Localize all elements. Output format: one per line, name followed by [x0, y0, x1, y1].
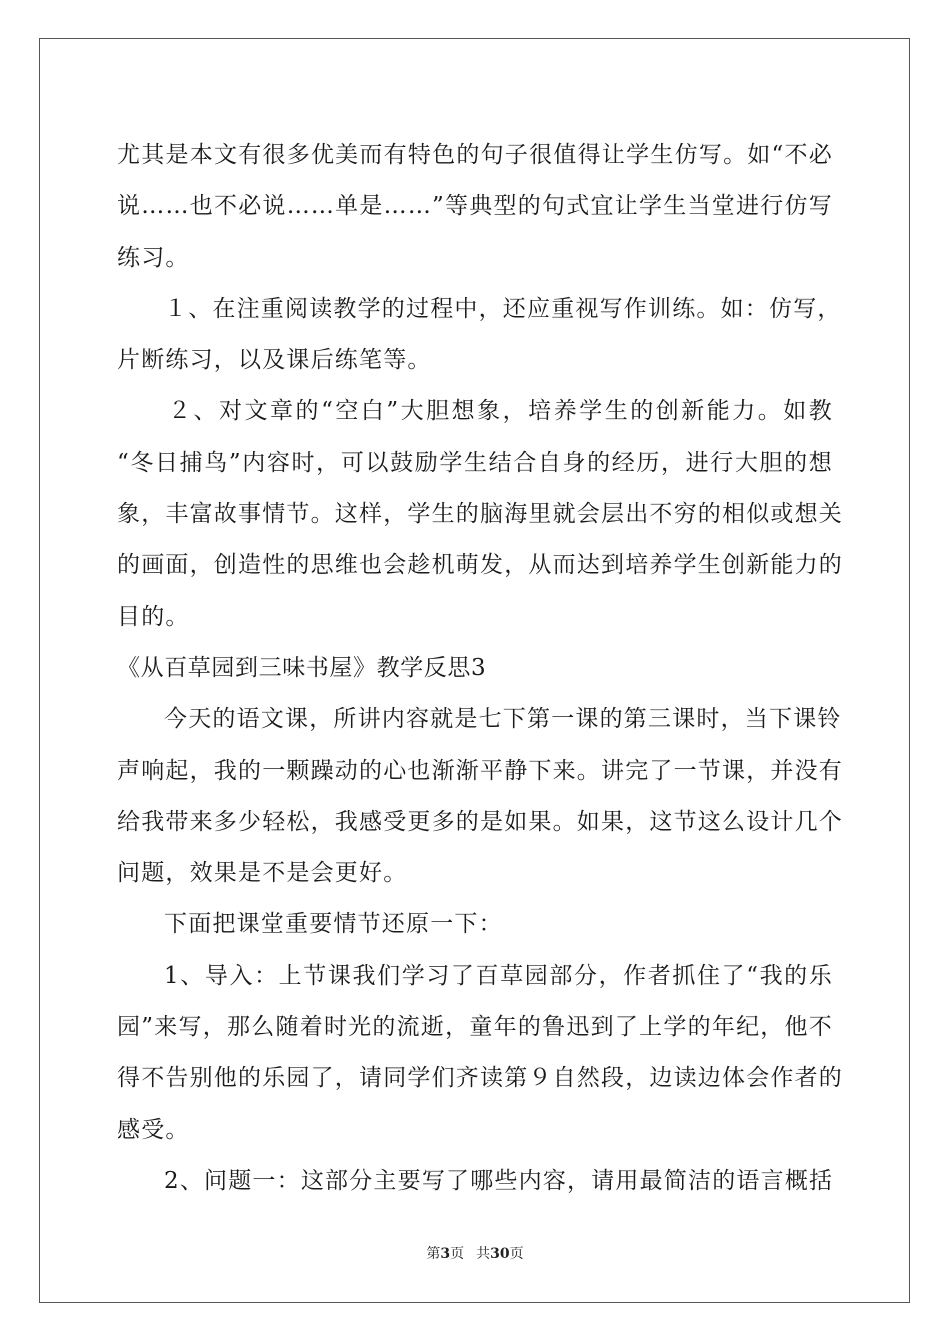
text-line: 园”来写，那么随着时光的流逝，童年的鲁迅到了上学的年纪，他不	[117, 1014, 833, 1041]
text-line: “冬日捕鸟”内容时，可以鼓励学生结合自身的经历，进行大胆的想	[117, 449, 833, 476]
text-line: 尤其是本文有很多优美而有特色的句子很值得让学生仿写。如“不必	[117, 142, 833, 168]
text-line: 说……也不必说……单是……”等典型的句式宜让学生当堂进行仿写	[117, 193, 833, 220]
page-suffix: 页	[450, 1246, 465, 1262]
total-pages: 30	[490, 1246, 510, 1262]
section-heading: 《从百草园到三味书屋》教学反思3	[117, 654, 487, 681]
total-suffix: 页	[509, 1246, 524, 1262]
text-line: 练习。	[117, 244, 190, 271]
text-line: 今天的语文课，所讲内容就是七下第一课的第三课时，当下课铃	[164, 706, 842, 733]
text-line: 2、问题一：这部分主要写了哪些内容，请用最简洁的语言概括	[164, 1167, 834, 1194]
text-line: 下面把课堂重要情节还原一下：	[164, 911, 503, 938]
page-prefix: 第	[426, 1246, 441, 1262]
page-footer	[0, 1243, 950, 1263]
document-body	[117, 130, 843, 1207]
text-line: 目的。	[117, 603, 190, 630]
text-line: 1、导入：上节课我们学习了百草园部分，作者抓住了“我的乐	[164, 962, 833, 989]
text-line: １、在注重阅读教学的过程中，还应重视写作训练。如：仿写，	[164, 295, 842, 322]
page-number: 3	[440, 1246, 451, 1262]
total-prefix: 共	[476, 1246, 491, 1262]
text-line: 声响起，我的一颗躁动的心也渐渐平静下来。讲完了一节课，并没有	[117, 757, 843, 784]
text-line: 给我带来多少轻松，我感受更多的是如果。如果，这节这么设计几个	[117, 808, 843, 835]
text-line: 片断练习，以及课后练笔等。	[117, 347, 432, 374]
text-line: 问题，效果是不是会更好。	[117, 860, 408, 887]
text-line: 的画面，创造性的思维也会趁机萌发，从而达到培养学生创新能力的	[117, 552, 843, 579]
text-line: 感受。	[117, 1116, 190, 1143]
text-line: 象，丰富故事情节。这样，学生的脑海里就会层出不穷的相似或想关	[117, 501, 843, 528]
text-line: ２、对文章的“空白”大胆想象，培养学生的创新能力。如教	[168, 398, 833, 425]
text-line: 得不告别他的乐园了，请同学们齐读第９自然段，边读边体会作者的	[117, 1065, 843, 1092]
